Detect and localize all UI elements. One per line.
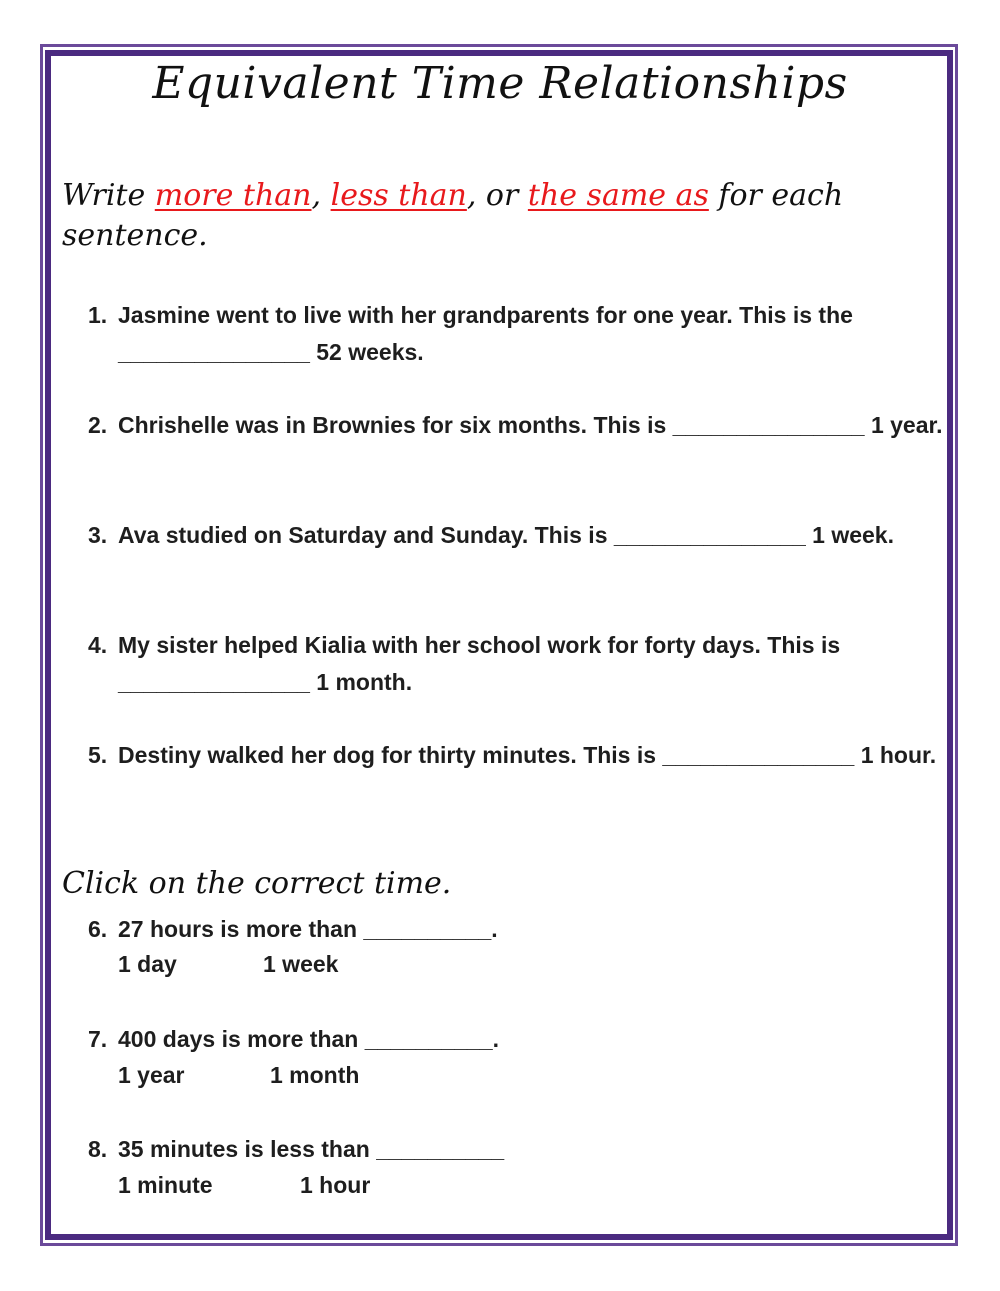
question-number: 4.: [88, 632, 108, 658]
question-number: 5.: [88, 742, 108, 768]
question-3: [88, 517, 948, 554]
question-number: 8.: [88, 1136, 108, 1162]
question-text: 35 minutes is less than __________: [118, 1136, 505, 1162]
question-6: [88, 911, 948, 948]
question-text: Destiny walked her dog for thirty minutes. This is _______________ 1 hour.: [118, 742, 937, 768]
choice-1-minute[interactable]: 1 minute: [118, 1172, 213, 1198]
question-text: Jasmine went to live with her grandparents for one year. This is the _______________ 52 weeks.: [118, 302, 853, 365]
question-text: Chrishelle was in Brownies for six months. This is _______________ 1 year.: [118, 412, 943, 438]
choice-1-month[interactable]: 1 month: [270, 1062, 360, 1088]
instruction-click: Click on the correct time.: [62, 866, 452, 901]
instruction-fill-in: [62, 176, 843, 256]
question-5: [88, 737, 948, 774]
question-8: [88, 1131, 948, 1168]
choice-1-year[interactable]: 1 year: [118, 1062, 185, 1088]
question-number: 2.: [88, 412, 108, 438]
choice-1-hour[interactable]: 1 hour: [300, 1172, 371, 1198]
instruction-prefix: Write: [62, 178, 155, 213]
question-number: 7.: [88, 1026, 108, 1052]
option-more-than: more than: [154, 178, 312, 213]
choice-1-day[interactable]: 1 day: [118, 951, 177, 977]
option-less-than: less than: [330, 178, 467, 213]
question-text: 400 days is more than __________.: [118, 1026, 500, 1052]
option-same-as: the same as: [527, 178, 709, 213]
question-number: 6.: [88, 916, 108, 942]
question-1: [88, 297, 948, 371]
instruction-suffix: for each: [708, 178, 844, 213]
question-text: My sister helped Kialia with her school work for forty days. This is _______________ 1 month.: [118, 632, 841, 695]
worksheet-title: Equivalent Time Relationships: [152, 58, 848, 109]
question-7: [88, 1021, 948, 1058]
question-2: [88, 407, 948, 444]
instruction-line2: sentence.: [62, 218, 208, 253]
question-4: [88, 627, 948, 701]
question-number: 3.: [88, 522, 108, 548]
instruction-separator: ,: [311, 178, 331, 213]
choice-1-week[interactable]: 1 week: [263, 951, 339, 977]
instruction-separator: , or: [466, 178, 528, 213]
question-text: Ava studied on Saturday and Sunday. This is _______________ 1 week.: [118, 522, 894, 548]
question-number: 1.: [88, 302, 108, 328]
question-text: 27 hours is more than __________.: [118, 916, 498, 942]
